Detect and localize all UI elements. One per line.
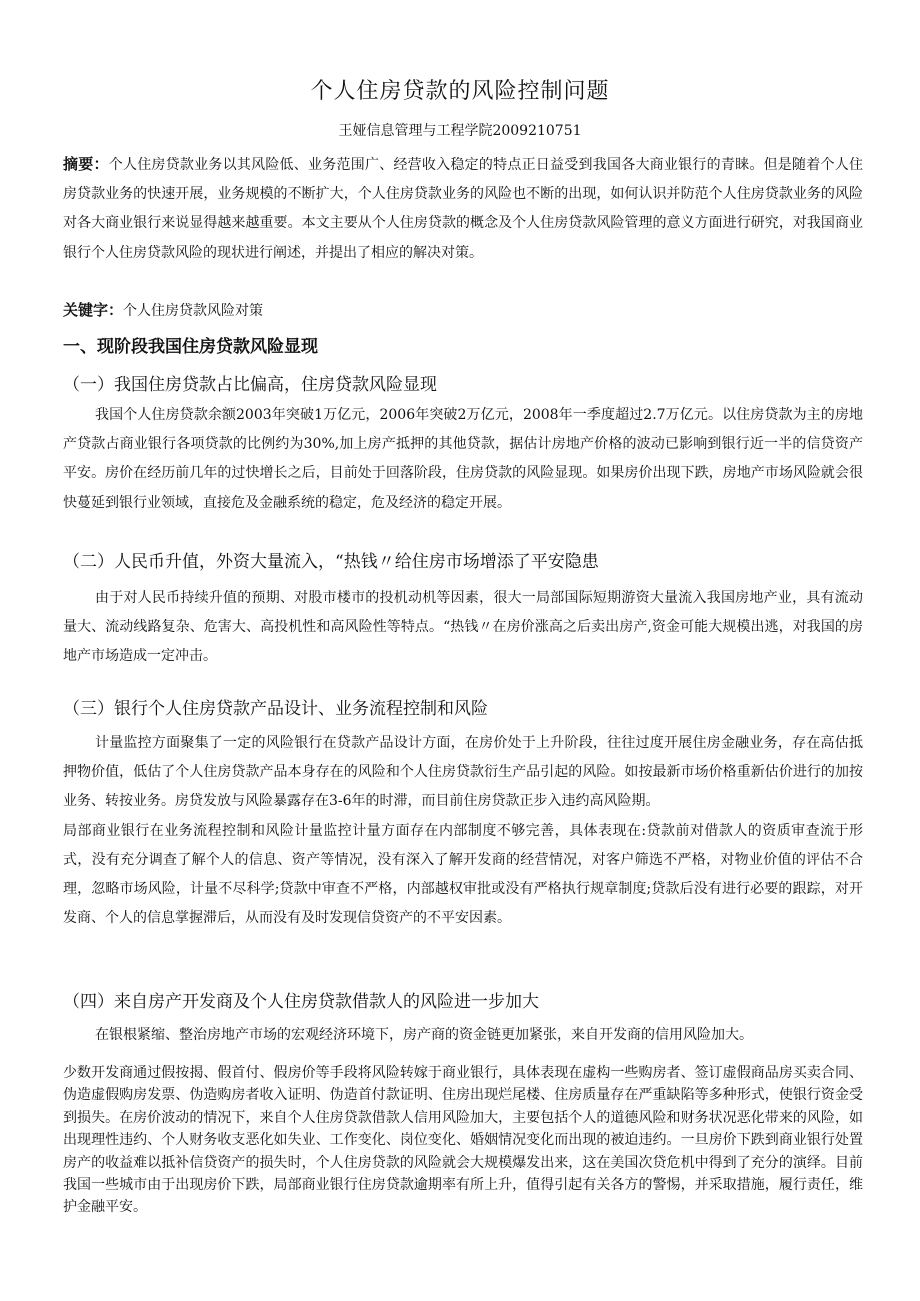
keywords-block [63, 296, 863, 326]
subsection-1-heading: （一）我国住房贷款占比偏高，住房贷款风险显现 [63, 375, 437, 395]
keywords-text: 个人住房贷款风险对策 [123, 303, 264, 319]
subsection-4-body-2 [63, 1062, 863, 1219]
subsection-3-heading: （三）银行个人住房贷款产品设计、业务流程控制和风险 [63, 699, 488, 719]
section-heading-block [63, 332, 863, 357]
subsection-1-heading-block [63, 370, 863, 395]
subsection-4-paragraph-2: 少数开发商通过假按揭、假首付、假房价等手段将风险转嫁于商业银行，具体表现在虚构一些购房者、签订虚假商品房买卖合同、伪造虚假购房发票、伪造购房者收入证明、伪造首付款证明、住房出现烂尾楼、住房质量存在严重缺陷等多种形式，使银行资金受到损失。在房价波动的情况下，来自个人住房贷款借款人信用风险加大，主要包括个人的道德风险和财务状况恶化带来的风险，如出现理性违约、个人财务收支恶化如失业、工作变化、岗位变化、婚姻情况变化而出现的被迫违约。一旦房价下跌到商业银行处置房产的收益难以抵补信贷资产的损失时，个人住房贷款的风险就会大规模爆发出来，这在美国次贷危机中得到了充分的演绎。目前我国一些城市由于出现房价下跌，局部商业银行住房贷款逾期率有所上升，值得引起有关各方的警惕，并采取措施，履行责任，维护金融平安。 [63, 1065, 863, 1216]
abstract-block [63, 150, 863, 268]
abstract-paragraph [63, 150, 863, 268]
document-title: 个人住房贷款的风险控制问题 [310, 79, 610, 104]
keywords-label: 关键字： [63, 301, 124, 319]
keywords-paragraph [63, 296, 863, 326]
subsection-4-paragraph-1: 在银根紧缩、整治房地产市场的宏观经济环境下，房产商的资金链更加紧张，来自开发商的信用风险加大。 [95, 1027, 753, 1043]
abstract-text: 个人住房贷款业务以其风险低、业务范围广、经营收入稳定的特点正日益受到我国各大商业银行的青睐。但是随着个人住房贷款业务的快速开展，业务规模的不断扩大，个人住房贷款业务的风险也不断的出现，如何认识并防范个人住房贷款业务的风险对各大商业银行来说显得越来越重要。本文主要从个人住房贷款的概念及个人住房贷款风险管理的意义方面进行研究，对我国商业银行个人住房贷款风险的现状进行阐述，并提出了相应的解决对策。 [63, 157, 863, 261]
subsection-2-paragraph: 由于对人民币持续升值的预期、对股市楼市的投机动机等因素，很大一局部国际短期游资大量流入我国房地产业，具有流动量大、流动线路复杂、危害大、高投机性和高风险性等特点。“热钱〃在房价涨高之后卖出房产,资金可能大规模出逃，对我国的房地产市场造成一定冲击。 [63, 590, 863, 665]
subsection-4-body-1 [63, 1021, 863, 1050]
subsection-4-heading: （四）来自房产开发商及个人住房贷款借款人的风险进一步加大 [63, 992, 539, 1012]
subsection-3-paragraph-1: 计量监控方面聚集了一定的风险银行在贷款产品设计方面，在房价处于上升阶段，往往过度开展住房金融业务，存在高估抵押物价值，低估了个人住房贷款产品本身存在的风险和个人住房贷款衍生产品引起的风险。如按最新市场价格重新估价进行的加按业务、转按业务。房贷发放与风险暴露存在3-6年的时滞，而目前住房贷款正步入违约高风险期。 [63, 735, 863, 810]
subsection-2-heading: （二）人民币升值，外资大量流入，“热钱〃给住房市场增添了平安隐患 [63, 552, 599, 572]
subsection-3-body [63, 729, 863, 933]
subsection-4-heading-block [63, 987, 863, 1012]
abstract-label: 摘要： [63, 155, 109, 173]
section-1-heading: 一、现阶段我国住房贷款风险显现 [63, 337, 318, 357]
subsection-1-paragraph: 我国个人住房贷款余额2003年突破1万亿元，2006年突破2万亿元，2008年一季度超过2.7万亿元。以住房贷款为主的房地产贷款占商业银行各项贷款的比例约为30%,加上房产抵押的其他贷款，据估计房地产价格的波动已影响到银行近一半的信贷资产平安。房价在经历前几年的过快增长之后，目前处于回落阶段，住房贷款的风险显现。如果房价出现下跌，房地产市场风险就会很快蔓延到银行业领域，直接危及金融系统的稳定，危及经济的稳定开展。 [63, 407, 863, 511]
subsection-2-heading-block [63, 547, 863, 572]
author-line: 王娅信息管理与工程学院2009210751 [338, 123, 582, 139]
subsection-2-body [63, 584, 863, 672]
subsection-3-paragraph-2: 局部商业银行在业务流程控制和风险计量监控计量方面存在内部制度不够完善，具体表现在:贷款前对借款人的资质审查流于形式，没有充分调查了解个人的信息、资产等情况，没有深入了解开发商的经营情况，对客户筛选不严格，对物业价值的评估不合理，忽略市场风险，计量不尽科学;贷款中审查不严格，内部越权审批或没有严格执行规章制度;贷款后没有进行必要的跟踪，对开发商、个人的信息掌握滞后，从而没有及时发现信贷资产的不平安因素。 [63, 822, 863, 927]
subsection-3-heading-block [63, 694, 863, 719]
subsection-1-body [63, 401, 863, 518]
